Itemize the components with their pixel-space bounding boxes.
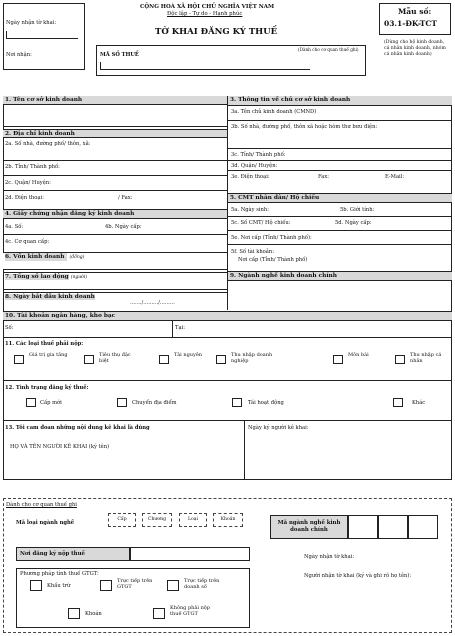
s3e-fax: Fax:	[318, 174, 330, 180]
office-main-code-cell-1[interactable]	[348, 515, 378, 539]
s4b-label: 4b. Ngày cấp:	[105, 224, 142, 230]
s12-checkbox-3[interactable]	[232, 398, 242, 407]
office-cap[interactable]	[108, 513, 136, 527]
s12-checkbox-1[interactable]	[26, 398, 36, 407]
s6-header	[3, 252, 227, 270]
s11-label-2: Tiêu thụ đặc biệt	[99, 352, 131, 364]
s11-label-5: Môn bài	[348, 352, 369, 358]
s3e-label: 3e. Điện thoại:	[231, 174, 270, 180]
s10-number-label: Số:	[5, 325, 14, 331]
s6-unit: (đồng)	[69, 255, 85, 260]
s11-checkbox-2[interactable]	[84, 355, 94, 364]
s12-title: 12. Tình trạng đăng ký thuế:	[5, 385, 89, 391]
tax-code-label: MÃ SỐ THUẾ	[100, 52, 139, 58]
s1-header: 1. Tên cơ sở kinh doanh	[3, 96, 227, 105]
s13-title: 13. Tôi cam đoan những nội dung kê khai là đúng	[5, 425, 150, 431]
method-checkbox-2[interactable]	[100, 580, 112, 591]
s9-header: 9. Ngành nghề kinh doanh chính	[228, 271, 452, 281]
office-place-label-box	[16, 547, 130, 561]
method-title: Phương pháp tính thuế GTGT:	[20, 571, 99, 577]
s11-title: 11. Các loại thuế phải nộp:	[5, 341, 84, 347]
office-received-date: Ngày nhận tờ khai:	[304, 554, 355, 560]
s5f-label: 5f. Số tài khoản:	[231, 249, 274, 255]
s11-checkbox-1[interactable]	[14, 355, 24, 364]
page-title: TỜ KHAI ĐĂNG KÝ THUẾ	[155, 27, 278, 37]
method-checkbox-3[interactable]	[167, 580, 179, 591]
s2d-fax: / Fax:	[118, 195, 133, 201]
s2-header: 2. Địa chỉ kinh doanh	[3, 129, 227, 138]
s11-checkbox-3[interactable]	[159, 355, 169, 364]
office-loai-label: Loại	[187, 517, 199, 522]
receipt-date-label: Ngày nhận tờ khai:	[6, 20, 57, 26]
office-main-code-cell-2[interactable]	[378, 515, 408, 539]
s5b-label: 5b. Giới tính:	[340, 207, 375, 213]
method-label-1: Khấu trừ	[47, 583, 71, 589]
s12-label-2: Chuyển địa điểm	[132, 400, 177, 406]
s5c-label: 5c. Số CMT/ Hộ chiếu:	[231, 220, 291, 226]
tax-code-cells[interactable]	[100, 62, 310, 70]
office-place-field[interactable]	[130, 547, 250, 561]
s8-row	[3, 292, 227, 310]
s3c-label: 3c. Tỉnh/ Thành phố:	[231, 152, 286, 158]
office-main-code-label-box	[270, 515, 348, 539]
s11-checkbox-5[interactable]	[333, 355, 343, 364]
s2d-label: 2d. Điện thoại:	[5, 195, 44, 201]
office-code-label: Mã loại ngành nghề	[16, 520, 75, 526]
s2b-label: 2b. Tỉnh/ Thành phố:	[5, 164, 60, 170]
method-checkbox-1[interactable]	[30, 580, 42, 591]
method-checkbox-4[interactable]	[68, 608, 80, 619]
s11-label-1: Giá trị gia tăng	[29, 352, 68, 358]
s13-signature: HỌ VÀ TÊN NGƯỜI KÊ KHAI (ký tên)	[10, 444, 110, 450]
office-khoan[interactable]	[213, 513, 243, 527]
s10-bank-label: Tại:	[175, 325, 185, 331]
office-main-code-label: Mã ngành nghề kinh doanh chính	[277, 520, 341, 533]
s5-header: 5. CMT nhân dân/ Hộ chiếu	[228, 193, 452, 203]
office-title: Dành cho cơ quan thuế ghi	[6, 502, 77, 508]
s3b-label: 3b. Số nhà, đường phố, thôn xã hoặc hòm thư bưu điện:	[231, 124, 378, 130]
s7-unit: (người)	[70, 275, 88, 280]
republic-heading: CỘNG HOÀ XÃ HỘI CHỦ NGHĨA VIỆT NAM	[140, 4, 275, 10]
method-checkbox-5[interactable]	[153, 608, 165, 619]
method-box	[16, 568, 250, 628]
s3d-label: 3d. Quận/ Huyện:	[231, 163, 278, 169]
s3-header: 3. Thông tin về chủ cơ sở kinh doanh	[228, 96, 452, 106]
method-label-2: Trực tiếp trên GTGT	[117, 578, 153, 590]
s4-header: 4. Giấy chứng nhận đăng ký kinh doanh	[3, 209, 227, 219]
s11-checkbox-4[interactable]	[216, 355, 226, 364]
s11-label-3: Tài nguyên	[174, 352, 203, 358]
s5f-place: Nơi cấp (Tỉnh/ Thành phố)	[238, 257, 308, 263]
s12-label-4: Khác	[412, 400, 426, 406]
method-label-3: Trực tiếp trên doanh số	[184, 578, 220, 590]
office-main-code-cell-3[interactable]	[408, 515, 438, 539]
form-label: Mẫu số:	[398, 7, 432, 16]
office-place-label: Nơi đăng ký nộp thuế	[20, 551, 85, 557]
s8-title: 8. Ngày bắt đầu kinh doanh	[5, 294, 95, 300]
s13-date: Ngày ký người kê khai:	[248, 425, 309, 431]
s1-field[interactable]	[3, 105, 227, 127]
s7-title: 7. Tổng số lao động	[5, 274, 69, 280]
s11-label-4: Thu nhập doanh nghiệp	[231, 352, 273, 364]
s11-label-6: Thu nhập cá nhân	[410, 352, 442, 364]
receipt-receiver-label: Nơi nhận:	[6, 52, 32, 58]
s3e-email: E-Mail:	[385, 174, 405, 180]
motto: Độc lập - Tự do - Hạnh phúc	[167, 11, 243, 17]
s4a-label: 4a. Số:	[5, 224, 24, 230]
s11-checkbox-6[interactable]	[395, 355, 405, 364]
s5a-label: 5a. Ngày sinh:	[231, 207, 269, 213]
office-receiver: Người nhận tờ khai (ký và ghi rõ họ tên):	[304, 573, 412, 579]
method-label-4: Khoán	[85, 611, 102, 617]
office-loai[interactable]	[179, 513, 207, 527]
s12-checkbox-2[interactable]	[117, 398, 127, 407]
office-chuong[interactable]	[142, 513, 172, 527]
office-chuong-label: Chương	[147, 517, 167, 522]
s12-label-3: Tái hoạt động	[248, 400, 284, 406]
receipt-date-cells[interactable]	[6, 31, 78, 39]
s6-title: 6. Vốn kinh doanh	[5, 253, 67, 261]
method-label-5: Không phải nộp thuế GTGT	[170, 605, 210, 617]
s2a-label: 2a. Số nhà, đường phố/ thôn, xã:	[5, 141, 91, 147]
s5d-label: 5d. Ngày cấp:	[335, 220, 372, 226]
s2c-label: 2c. Quận/ Huyện:	[5, 180, 51, 186]
s5e-label: 5e. Nơi cấp (Tỉnh/ Thành phố):	[231, 235, 312, 241]
s8-date[interactable]: ......./........./.........	[130, 300, 175, 306]
office-cap-label: Cấp	[117, 517, 127, 522]
s10-header: 10. Tài khoản ngân hàng, kho bạc	[3, 311, 452, 321]
s4c-label: 4c. Cơ quan cấp:	[5, 239, 50, 245]
s12-checkbox-4[interactable]	[393, 398, 403, 407]
form-note: (Dùng cho hộ kinh doanh, cá nhân kinh doanh, nhóm cá nhân kinh doanh)	[384, 40, 446, 57]
s7-row	[3, 272, 227, 290]
s12-label-1: Cấp mới	[40, 400, 62, 406]
office-khoan-label: Khoản	[220, 517, 236, 522]
form-code: 03.1-ĐK-TCT	[384, 19, 437, 28]
s3a-label: 3a. Tên chủ kinh doanh (CMND)	[231, 109, 317, 115]
office-note: (Dành cho cơ quan thuế ghi)	[298, 47, 359, 52]
